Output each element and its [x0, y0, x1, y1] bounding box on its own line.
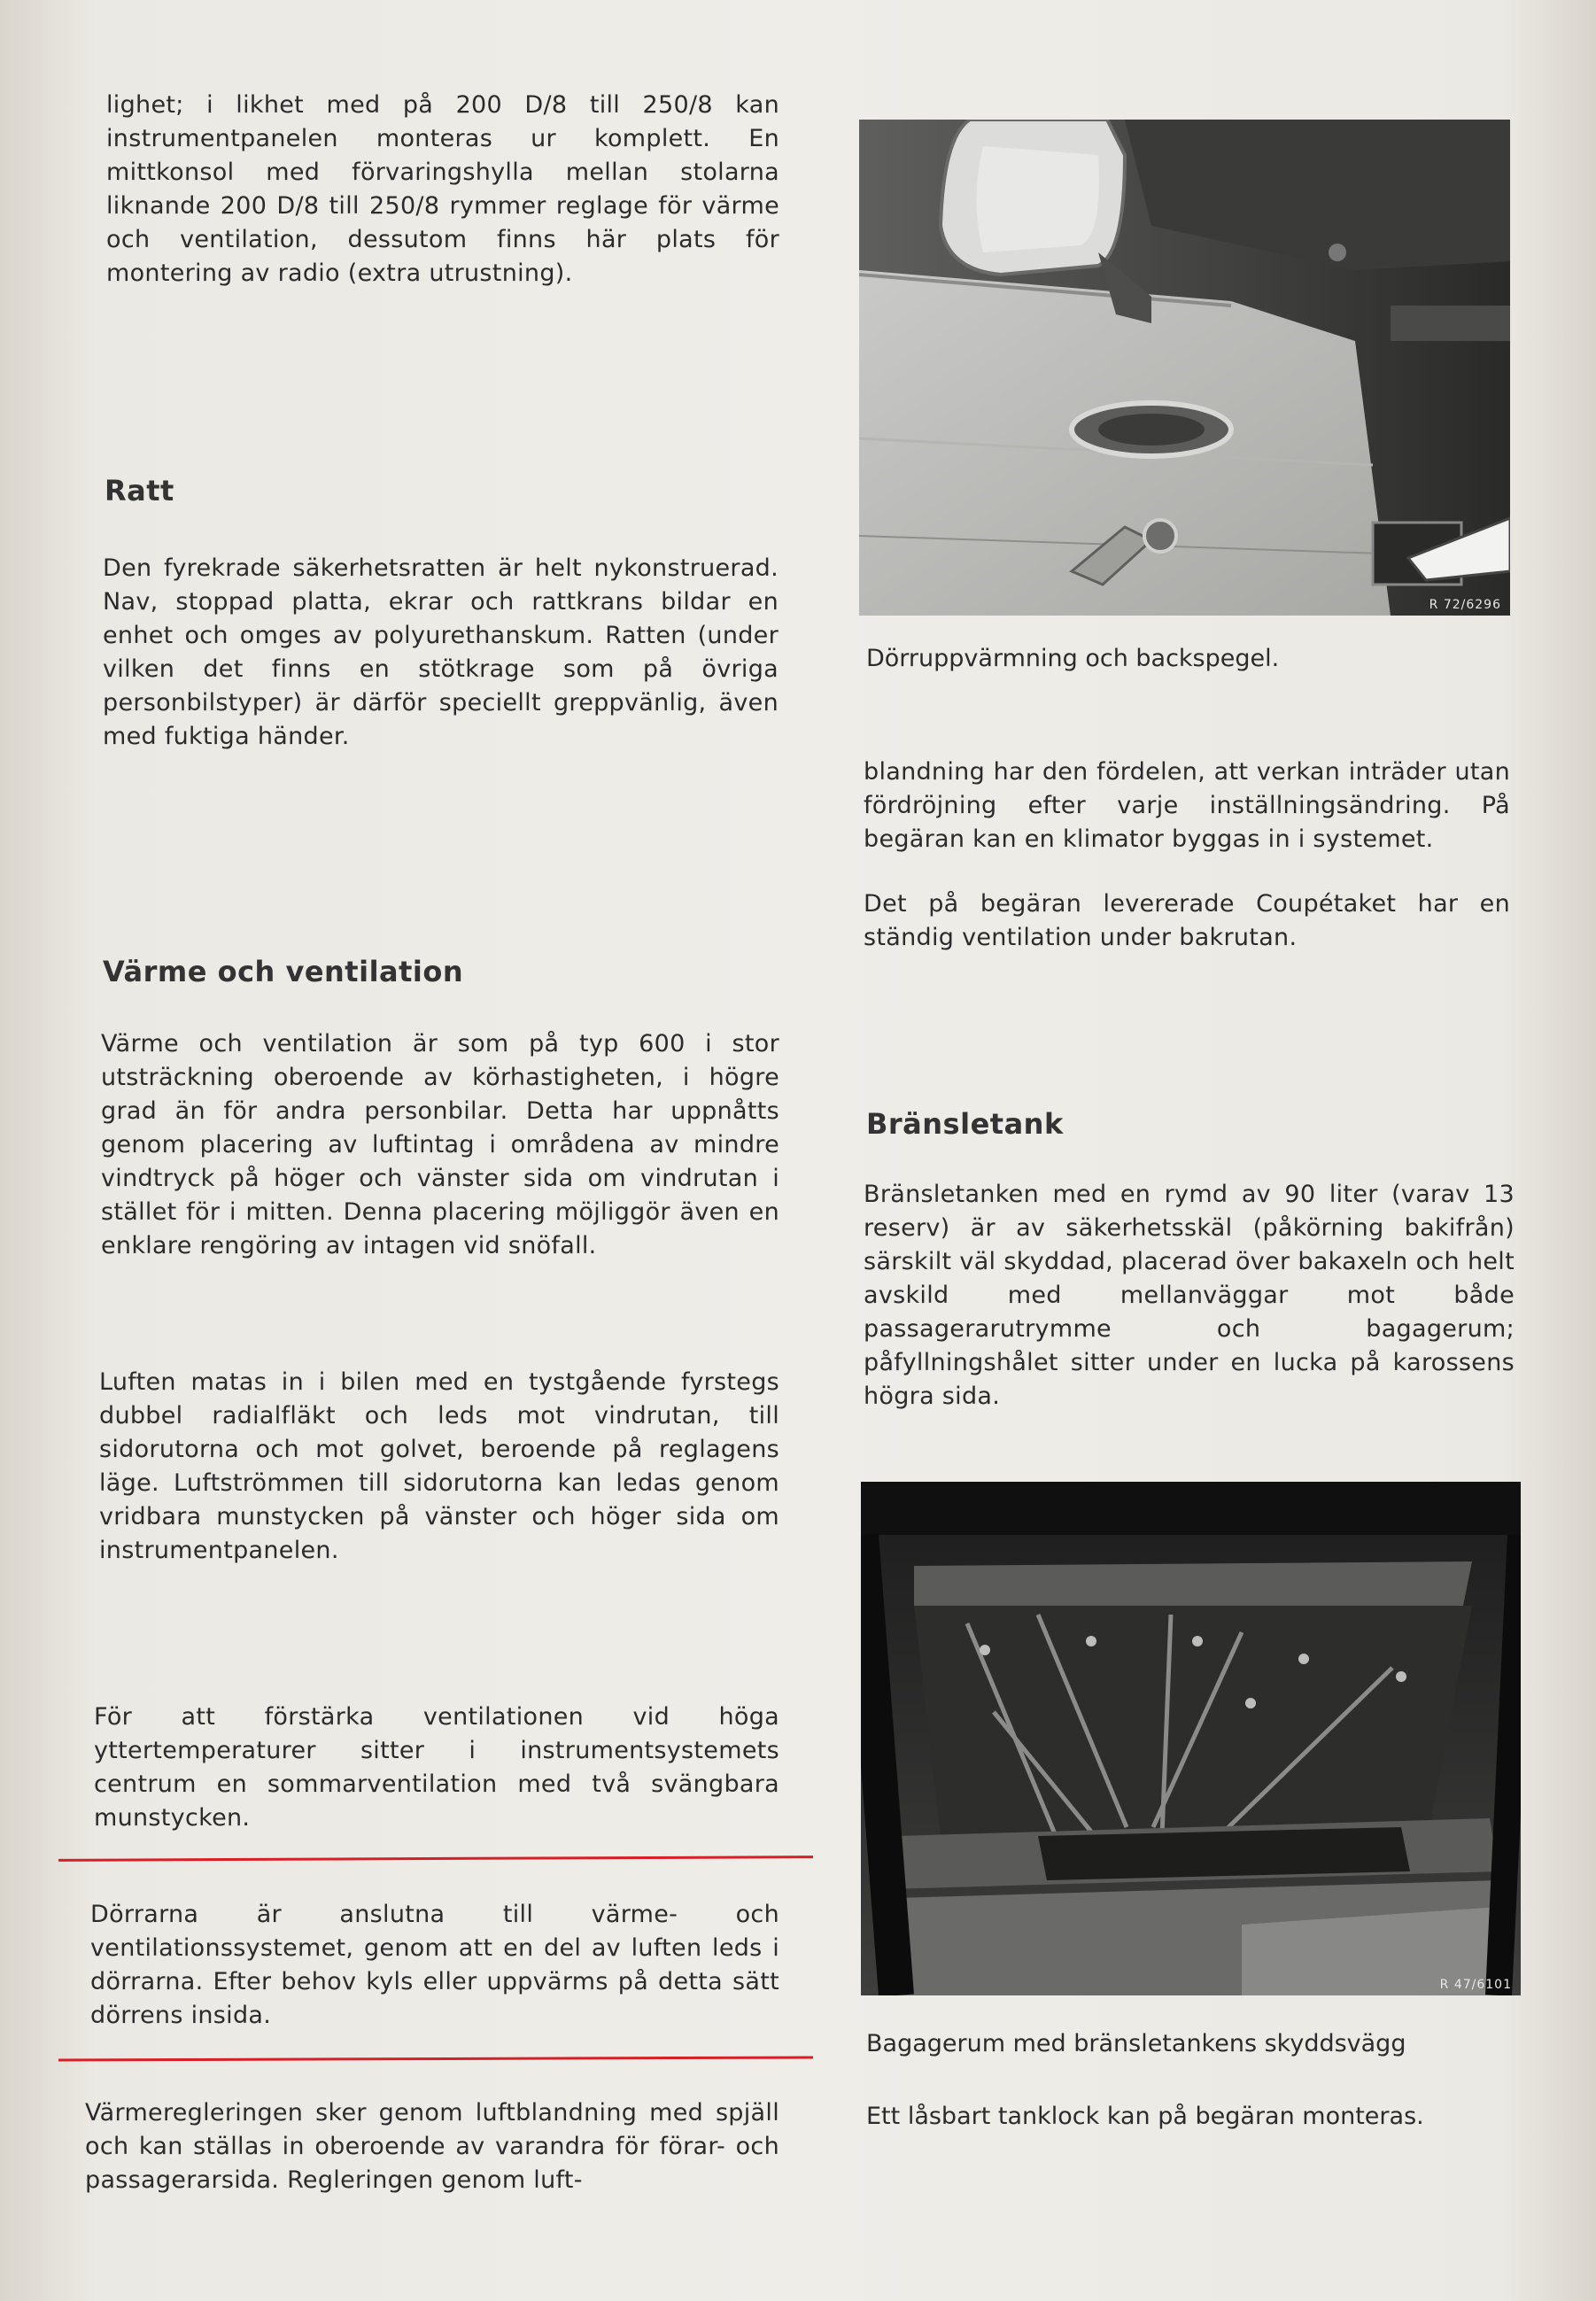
varme-heading: Värme och ventilation — [103, 955, 464, 988]
highlighted-paragraph: Dörrarna är anslutna till värme- och ventilationssystemet, genom att en del av luften leds i dörrarna. Efter behov kyls eller uppvärms på detta sätt dörrens insida. — [90, 1901, 779, 2029]
continued-paragraph: blandning har den fördelen, att verkan inträder utan fördröjning efter varje inställningsändring. På begäran kan en klimator byggas in i systemet. — [864, 758, 1510, 853]
closing-paragraph: Värmeregleringen sker genom luftblandning med spjäll och kan ställas in oberoende av varandra för förar- och passagerarsida. Regleringen genom luft- — [85, 2099, 779, 2194]
photo-2-tag: R 47/6101 — [1439, 1978, 1512, 1992]
highlight-line-bottom — [58, 2057, 813, 2062]
highlight-line-top — [58, 1856, 813, 1862]
photo-1-caption: Dörruppvärmning och backspegel. — [866, 645, 1280, 672]
varme-paragraph-3: För att förstärka ventilationen vid höga yttertemperaturer sitter i instrumentsystemets centrum en sommarventilation med två svängbara munstycken. — [94, 1703, 779, 1832]
varme-paragraph-2: Luften matas in i bilen med en tystgående fyrstegs dubbel radialfläkt och leds mot vindrutan, till sidorutorna och mot golvet, beroende på reglagens läge. Luftströmmen till sidorutorna kan ledas genom vridbara munstycken på vänster och höger sida om instrumentpanelen. — [99, 1368, 779, 1564]
varme-paragraph-1: Värme och ventilation är som på typ 600 i stor utsträckning oberoende av körhastigheten, i högre grad än för andra personbilar. Detta har uppnåtts genom placering av luftintag i områdena av mindre vindtryck på höger och vänster sida om vindrutan i stället för i mitten. Denna placering möjliggör även en enklare rengöring av intagen vid snöfall. — [101, 1030, 779, 1259]
bransletank-heading: Bränsletank — [866, 1107, 1064, 1141]
trunk-photo — [861, 1482, 1521, 1995]
door-mirror-photo — [859, 120, 1510, 616]
tanklock-caption: Ett låsbart tanklock kan på begäran monteras. — [866, 2103, 1424, 2130]
photo-1-tag: R 72/6296 — [1429, 598, 1501, 612]
photo-2-caption: Bagagerum med bränsletankens skyddsvägg — [866, 2030, 1406, 2057]
ratt-heading: Ratt — [105, 474, 174, 507]
coupe-paragraph: Det på begäran levererade Coupétaket har en ständig ventilation under bakrutan. — [864, 890, 1510, 951]
ratt-paragraph: Den fyrekrade säkerhetsratten är helt nykonstruerad. Nav, stoppad platta, ekrar och rattkrans bildar en enhet och omges av polyurethanskum. Ratten (under vilken det finns en stötkrage som på övriga personbilstyper) är därför speciellt greppvänlig, även med fuktiga händer. — [103, 554, 779, 750]
bransletank-paragraph: Bränsletanken med en rymd av 90 liter (varav 13 reserv) är av säkerhetsskäl (påkörning bakifrån) särskilt väl skyddad, placerad över bakaxeln och helt avskild med mellanväggar mot både passagerarutrymme och bagagerum; påfyllningshålet sitter under en lucka på karossens högra sida. — [864, 1181, 1515, 1410]
intro-paragraph: lighet; i likhet med på 200 D/8 till 250/8 kan instrumentpanelen monteras ur komplett. En mittkonsol med förvaringshylla mellan stolarna liknande 200 D/8 till 250/8 rymmer reglage för värme och ventilation, dessutom finns här plats för montering av radio (extra utrustning). — [106, 91, 779, 287]
